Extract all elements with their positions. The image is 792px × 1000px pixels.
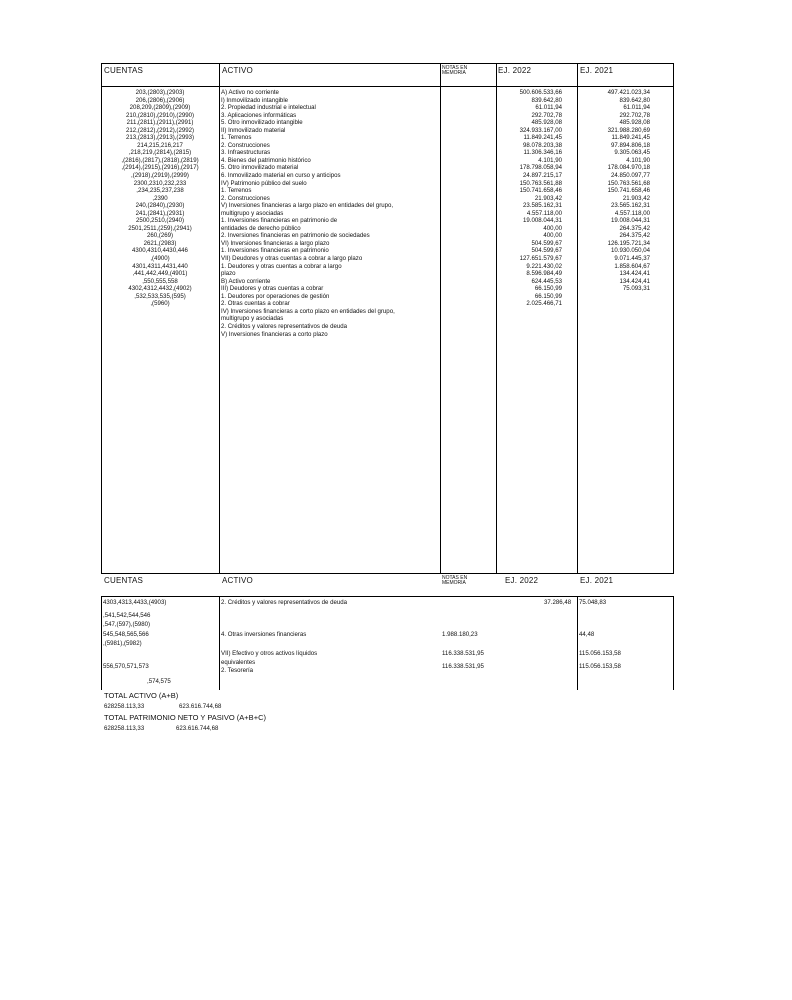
cuentas-cell: 203,(2803),(2903) <box>135 89 185 96</box>
ej2022-cell: 4.557.118,00 <box>526 209 562 217</box>
activo-cell: 2. Otras cuentas a cobrar <box>221 300 290 308</box>
total-activo-2022: 628258.113,33 <box>104 703 145 710</box>
ej2022-cell: 150.741.658,46 <box>519 187 562 195</box>
p2-row3-ej2022: 1.988.180,23 <box>442 631 478 638</box>
activo-cell: 1. Terrenos <box>221 134 252 142</box>
header-cuentas: CUENTAS <box>104 66 144 75</box>
p2-row1-activo: 2. Créditos y valores representativos de deuda <box>221 599 348 606</box>
cuentas-cell: 214,215,216,217 <box>137 141 183 149</box>
ej2021-cell: 839.642,80 <box>619 96 650 104</box>
p2-row5-cuentas: 556,570,571,573 <box>103 663 149 670</box>
header-activo: ACTIVO <box>222 66 253 75</box>
cuentas-cell: ,532,533,535,(595) <box>134 292 186 300</box>
ej2022-cell: 292.702,78 <box>531 111 562 119</box>
activo-column <box>221 89 439 338</box>
ej2022-cell: 8.596.984,49 <box>526 270 562 278</box>
ej2021-cell: 497.421.023,34 <box>607 89 650 96</box>
activo-cell: 3. Infraestructuras <box>221 149 271 157</box>
header-notas: NOTAS EN MEMORIA <box>442 65 468 76</box>
ej2021-cell: 150.741.658,46 <box>607 187 650 195</box>
cuentas-cell: 2500,2510,(2940) <box>135 217 185 225</box>
total-activo-2021: 623.616.744,68 <box>179 703 222 710</box>
ej2021-cell: 134.424,41 <box>619 270 650 278</box>
cuentas-cell: ,550,555,558 <box>142 277 178 285</box>
ej2021-cell: 150.763.561,68 <box>607 179 650 187</box>
ej2021-cell: 264.375,42 <box>619 232 650 240</box>
cuentas-cell: 206,(2806),(2906) <box>135 96 185 104</box>
cuentas-cell: ,2390 <box>152 194 168 202</box>
activo-cell: V) Inversiones financieras a largo plazo en entidades del grupo, <box>221 202 394 210</box>
ej2021-cell: 97.894.806,18 <box>611 141 650 149</box>
p2-row2-cuentas-a: ,541,542,544,546 <box>103 612 151 619</box>
activo-cell: 1. Inversiones financieras en patrimonio de <box>221 217 338 225</box>
activo-cell: 5. Otro inmovilizado intangible <box>221 119 303 127</box>
header2-ej2021: EJ. 2021 <box>580 576 614 585</box>
activo-cell: plazo <box>221 270 236 278</box>
cuentas-cell: 213,(2813),(2913),(2993) <box>125 134 195 142</box>
ej2022-cell: 24.897.215,17 <box>523 172 562 180</box>
ej2021-cell: 485.928,08 <box>619 119 650 127</box>
activo-cell: 1. Terrenos <box>221 187 252 195</box>
cuentas-cell: ,(2816),(2817),(2818),(2819) <box>121 156 199 164</box>
ej2022-cell: 485.928,08 <box>531 119 562 127</box>
cuentas-cell: 241,(2841),(2931) <box>135 209 185 217</box>
ej2022-cell: 21.903,42 <box>534 194 562 202</box>
ej2022-cell: 11.849.241,45 <box>523 134 562 142</box>
activo-cell: 3. Aplicaciones informáticas <box>221 111 297 119</box>
cuentas-cell: 210,(2810),(2910),(2990) <box>125 111 195 119</box>
ej2022-cell: 504.599,67 <box>531 247 562 255</box>
ej2022-cell: 178.798.058,94 <box>519 164 562 172</box>
ej2022-cell: 19.008.044,31 <box>523 217 562 225</box>
p2-row5-activo: 2. Tesorería <box>221 667 254 674</box>
ej2022-cell: 324.933.167,00 <box>519 126 562 134</box>
cuentas-cell: 260,(269) <box>146 232 174 240</box>
p2-row1-cuentas: 4303,4313,4433,(4903) <box>103 599 167 606</box>
total-pasivo-label: TOTAL PATRIMONIO NETO Y PASIVO (A+B+C) <box>104 713 266 722</box>
header2-ej2022: EJ. 2022 <box>505 576 539 585</box>
p2-row5-ej2021: 115.056.153,58 <box>579 663 621 670</box>
activo-cell: 4. Bienes del patrimonio histórico <box>221 156 311 164</box>
activo-cell: 1. Deudores por operaciones de gestión <box>221 292 330 300</box>
p2-row2-cuentas-b: ,547,(597),(5980) <box>103 621 151 628</box>
activo-cell: 2. Inversiones financieras en patrimonio de sociedades <box>221 232 370 240</box>
p2-row3-cuentas-a: 545,548,565,566 <box>103 631 149 638</box>
activo-cell: A) Activo no corriente <box>221 89 279 96</box>
ej2021-cell: 75.093,31 <box>622 285 650 293</box>
ej2021-cell: 264.375,42 <box>619 224 650 232</box>
total-pasivo-2022: 628258.113,33 <box>104 725 145 732</box>
activo-cell: V) Inversiones financieras a corto plazo <box>221 330 328 338</box>
cuentas-cell: ,218,219,(2814),(2815) <box>128 149 192 157</box>
cuentas-cell: ,441,442,449,(4901) <box>132 270 188 278</box>
p2-row4-ej2022: 116.338.531,95 <box>442 650 484 657</box>
ej2022-cell: 150.763.561,88 <box>519 179 562 187</box>
header-ej2022: EJ. 2022 <box>498 66 532 75</box>
ej2022-cell: 624.445,53 <box>531 277 562 285</box>
ej2022-cell: 9.221.430,02 <box>526 262 562 270</box>
ej2022-column <box>497 89 562 308</box>
ej2022-cell: 400,00 <box>543 232 562 240</box>
activo-cell: 2. Créditos y valores representativos de deuda <box>221 322 348 330</box>
cuentas-cell: ,(5960) <box>150 300 170 308</box>
ej2021-cell: 292.702,78 <box>619 111 650 119</box>
activo-cell: II) Inmovilizado material <box>221 126 286 134</box>
ej2022-cell: 61.011,94 <box>535 104 562 112</box>
ej2021-cell: 134.424,41 <box>619 277 650 285</box>
ej2022-cell: 66.150,99 <box>534 292 562 300</box>
ej2022-cell: 127.651.579,67 <box>519 255 562 263</box>
cuentas-cell: ,(2914),(2915),(2916),(2917) <box>121 164 199 172</box>
p2-row1-ej2022: 37.286,48 <box>544 599 572 606</box>
p2-row4-activo-b: equivalentes <box>221 659 256 666</box>
p2-row3-ej2021: 44,48 <box>579 631 595 638</box>
ej2022-cell: 4.101,90 <box>538 156 562 164</box>
activo-cell: 5. Otro inmovilizado material <box>221 164 299 172</box>
activo-cell: 1. Inversiones financieras en patrimonio <box>221 247 329 255</box>
ej2021-cell: 9.071.445,37 <box>614 255 650 263</box>
ej2021-cell: 126.195.721,34 <box>607 239 650 247</box>
ej2021-cell: 1.858.604,67 <box>614 262 650 270</box>
ej2021-cell: 10.930.050,04 <box>611 247 650 255</box>
cuentas-cell: 2501,2511,(259),(2941) <box>128 224 192 232</box>
cuentas-cell: 208,209,(2809),(2909) <box>129 104 191 112</box>
activo-cell: 2. Construcciones <box>221 194 270 202</box>
ej2021-cell: 4.557.118,00 <box>614 209 650 217</box>
ej2022-cell: 2.025.466,71 <box>526 300 562 308</box>
ej2021-cell: 23.565.162,31 <box>611 202 650 210</box>
ej2021-cell: 21.903,42 <box>622 194 650 202</box>
cuentas-cell: 212,(2812),(2912),(2992) <box>125 126 195 134</box>
ej2021-cell: 178.084.970,18 <box>607 164 650 172</box>
p2-row6-cuentas: ,574,575 <box>147 678 171 685</box>
p2-row1-ej2021: 75.048,83 <box>579 599 607 606</box>
cuentas-cell: 4301,4311,4431,440 <box>132 262 188 270</box>
ej2022-cell: 23.585.162,31 <box>523 202 562 210</box>
cuentas-cell: ,234,235,237,238 <box>136 187 184 195</box>
activo-cell: multigrupo y asociadas <box>221 315 284 323</box>
p2-row3-activo: 4. Otras inversiones financieras <box>221 631 307 638</box>
activo-cell: VII) Deudores y otras cuentas a cobrar a largo plazo <box>221 255 363 263</box>
cuentas-cell: ,(4900) <box>150 255 170 263</box>
cuentas-cell: 2300,2310,232,233 <box>133 179 187 187</box>
p2-row4-ej2021: 115.056.153,58 <box>579 650 621 657</box>
p2-row3-cuentas-b: ,(5981),(5982) <box>103 640 142 647</box>
total-activo-label: TOTAL ACTIVO (A+B) <box>104 691 179 700</box>
cuentas-cell: 2621,(2983) <box>143 239 177 247</box>
ej2021-cell: 19.008.044,31 <box>611 217 650 225</box>
header2-cuentas: CUENTAS <box>104 576 144 585</box>
activo-cell: 1. Deudores y otras cuentas a cobrar a largo <box>221 262 342 270</box>
activo-cell: 2. Propiedad industrial e intelectual <box>221 104 316 112</box>
header-ej2021: EJ. 2021 <box>580 66 614 75</box>
ej2022-cell: 504.599,67 <box>531 239 562 247</box>
ej2021-cell: 4.101,90 <box>626 156 650 164</box>
ej2022-cell: 839.642,80 <box>531 96 562 104</box>
ej2021-cell: 9.305.063,45 <box>614 149 650 157</box>
activo-cell: 2. Construcciones <box>221 141 270 149</box>
ej2021-cell: 321.988.280,69 <box>607 126 650 134</box>
activo-cell: 6. Inmovilizado material en curso y anticipos <box>221 172 341 180</box>
activo-cell: IV) Patrimonio público del suelo <box>221 179 307 187</box>
ej2022-cell: 11.306.346,16 <box>523 149 562 157</box>
cuentas-cell: 4302,4312,4432,(4902) <box>128 285 192 293</box>
ej2022-cell: 400,00 <box>543 224 562 232</box>
header2-activo: ACTIVO <box>222 576 253 585</box>
activo-cell: III) Deudores y otras cuentas a cobrar <box>221 285 324 293</box>
ej2021-cell: 11.849.241,45 <box>611 134 650 142</box>
activo-cell: IV) Inversiones financieras a corto plazo en entidades del grupo, <box>221 307 395 315</box>
ej2021-cell: 24.850.097,77 <box>611 172 650 180</box>
ej2022-cell: 98.078.203,38 <box>523 141 562 149</box>
total-pasivo-2021: 623.616.744,68 <box>176 725 219 732</box>
ej2021-cell: 61.011,94 <box>623 104 650 112</box>
cuentas-cell: 4300,4310,4430,446 <box>132 247 188 255</box>
activo-cell: multigrupo y asociadas <box>221 209 284 217</box>
ej2022-cell: 500.606.533,66 <box>519 89 562 96</box>
cuentas-cell: 211,(2811),(2911),(2991) <box>126 119 194 127</box>
cuentas-cell: 240,(2840),(2930) <box>135 202 185 210</box>
cuentas-cell: ,(2918),(2919),(2999) <box>131 172 189 180</box>
ej2022-cell: 66.150,99 <box>534 285 562 293</box>
activo-cell: I) Inmovilizado intangible <box>221 96 289 104</box>
activo-cell: VI) Inversiones financieras a largo plazo <box>221 239 330 247</box>
activo-cell: B) Activo corriente <box>221 277 271 285</box>
p2-row4-activo-a: VII) Efectivo y otros activos líquidos <box>221 650 318 657</box>
cuentas-column <box>103 89 217 308</box>
header2-notas: NOTAS EN MEMORIA <box>442 575 468 586</box>
activo-cell: entidades de derecho público <box>221 224 301 232</box>
p2-row5-ej2022: 116.338.531,95 <box>442 663 484 670</box>
ej2021-column <box>579 89 650 293</box>
